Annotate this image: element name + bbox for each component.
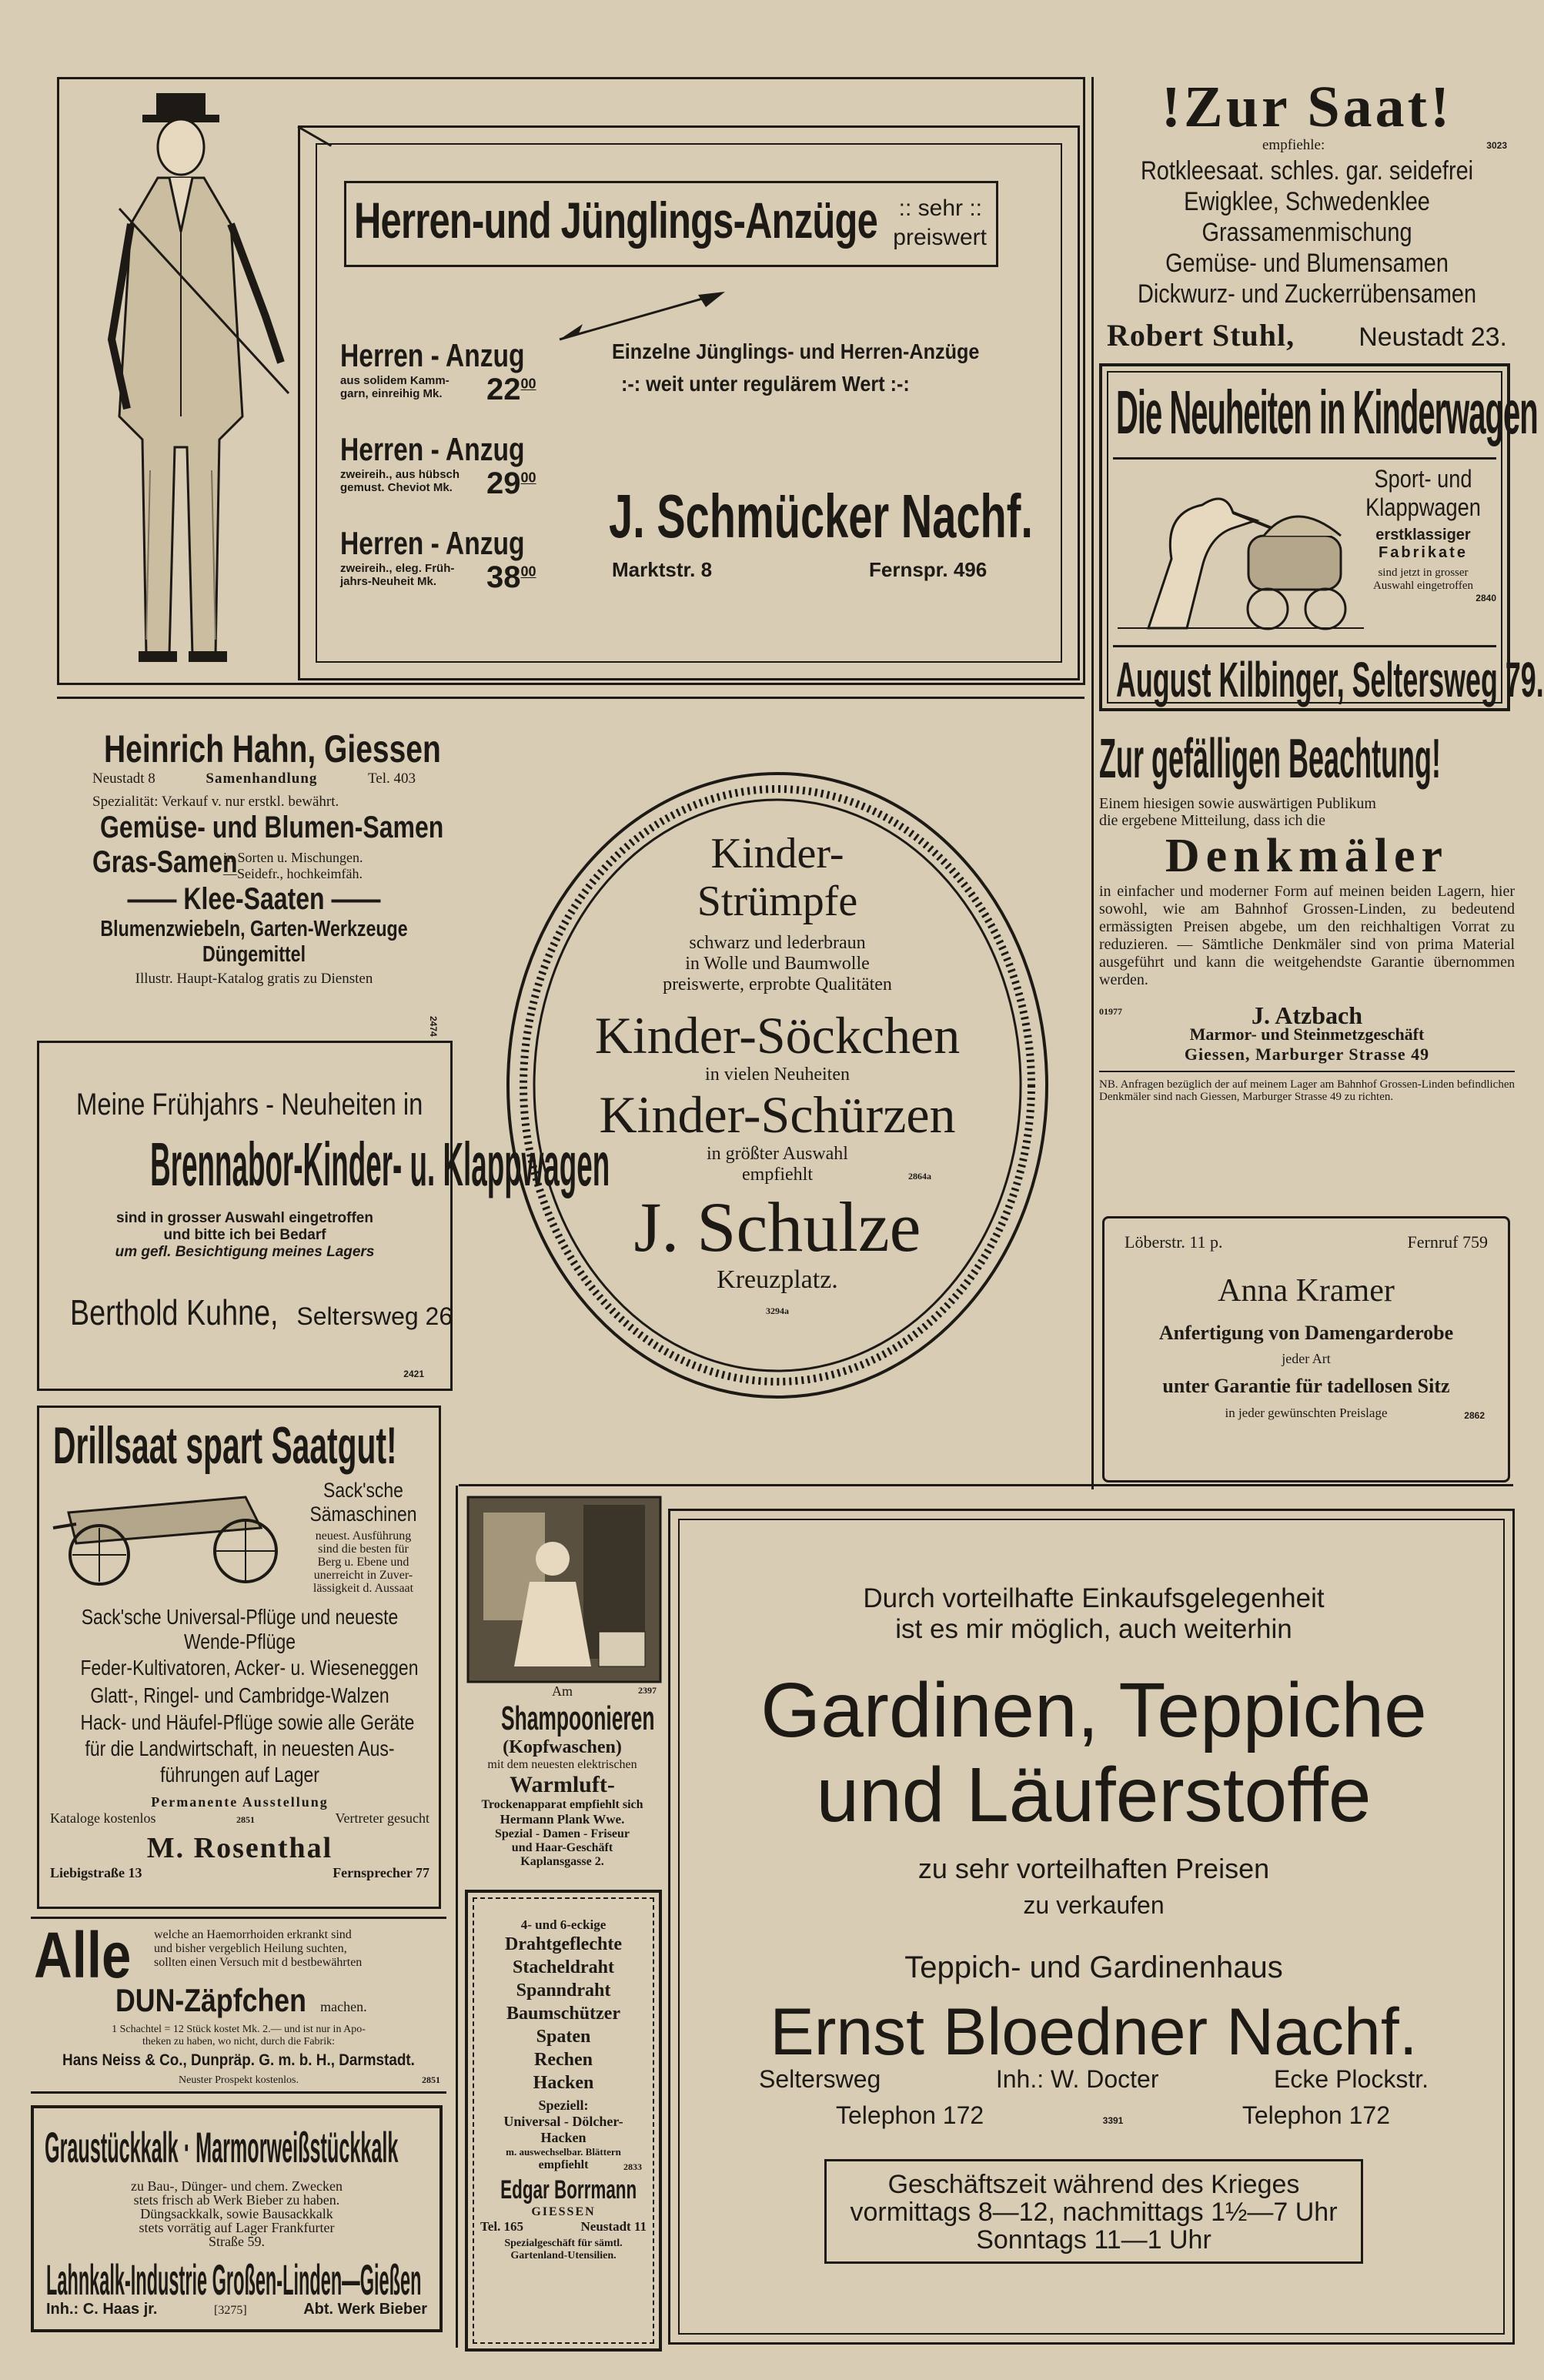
bormann-city: GIESSEN bbox=[531, 2205, 596, 2218]
haas-ad bbox=[31, 2105, 443, 2332]
kuhne-l2: Brennabor-Kinder- u. Klappwagen bbox=[150, 1130, 610, 1198]
kuhne-l5: um gefl. Besichtigung meines Lagers bbox=[115, 1244, 375, 1260]
hahn-tel: Tel. 403 bbox=[368, 770, 416, 787]
dun-s1: welche an Haemorrhoiden erkrankt sind bbox=[154, 1928, 352, 1941]
herren-items bbox=[340, 337, 587, 619]
hahn-address: Neustadt 8 bbox=[92, 770, 155, 787]
atzbach-big: Denkmäler bbox=[1165, 830, 1449, 882]
herren-item-desc: jahrs-Neuheit Mk. bbox=[340, 575, 437, 588]
haas-title: Graustückkalk · Marmorweißstückkalk bbox=[45, 2123, 399, 2171]
zur-saat-ad bbox=[1101, 77, 1513, 354]
dun-ad bbox=[31, 1917, 446, 2094]
hahn-code: 2474 bbox=[428, 1016, 439, 1037]
plank-l6: und Haar-Geschäft bbox=[511, 1841, 613, 1854]
herren-item-price: 38 bbox=[486, 560, 521, 594]
herren-item bbox=[340, 431, 587, 525]
bormann-l1: 4- und 6-eckige bbox=[520, 1917, 607, 1932]
saat-line: Gemüse- und Blumensamen bbox=[1165, 249, 1449, 278]
vertical-rule bbox=[456, 1486, 458, 2348]
kinderwagen-l6: Auswahl eingetroffen bbox=[1372, 580, 1474, 592]
hahn-catalog: Illustr. Haupt-Katalog gratis zu Diensten bbox=[135, 971, 373, 987]
kuhne-l1: Meine Frühjahrs - Neuheiten in bbox=[76, 1088, 423, 1121]
atzbach-title: Zur gefälligen Beachtung! bbox=[1099, 728, 1442, 790]
herren-item-desc: gemust. Cheviot Mk. bbox=[340, 481, 453, 494]
rosenthal-d4: unerreicht in Zuver- bbox=[313, 1569, 413, 1582]
kinderwagen-l4: Fabrikate bbox=[1379, 544, 1468, 561]
rosenthal-code: 2851 bbox=[236, 1814, 256, 1825]
herren-item-title: Herren - Anzug bbox=[340, 431, 525, 467]
dun-code: 2851 bbox=[422, 2074, 440, 2085]
plank-l7: Kaplansgasse 2. bbox=[520, 1855, 604, 1868]
schulze-code1: 2864a bbox=[908, 1171, 931, 1182]
rosenthal-catalog: Kataloge kostenlos bbox=[50, 1810, 156, 1826]
hahn-trade: Samenhandlung bbox=[206, 770, 318, 787]
bormann-l4: Spanndraht bbox=[516, 1981, 611, 2001]
saat-line: Rotkleesaat. schles. gar. seidefrei bbox=[1140, 156, 1474, 186]
bormann-ad bbox=[465, 1890, 662, 2352]
kramer-code: 2862 bbox=[1464, 1410, 1485, 1421]
bloedner-hours3: Sonntags 11—1 Uhr bbox=[976, 2225, 1211, 2255]
herren-item-title: Herren - Anzug bbox=[340, 525, 525, 561]
bormann-l7: Rechen bbox=[534, 2050, 593, 2070]
herren-tag2: preiswert bbox=[893, 225, 987, 250]
schulze-place: Kreuzplatz. bbox=[717, 1265, 838, 1294]
rosenthal-agents: Vertreter gesucht bbox=[335, 1810, 429, 1826]
rosenthal-l4: Glatt-, Ringel- und Cambridge-Walzen bbox=[90, 1683, 389, 1707]
hahn-l1: Gemüse- und Blumen-Samen bbox=[100, 811, 444, 844]
schulze-l2: Strümpfe bbox=[697, 877, 858, 925]
bormann-l13: Spezialgeschäft für sämtl. bbox=[504, 2238, 623, 2249]
plank-sub: (Kopfwaschen) bbox=[503, 1737, 622, 1757]
kuhne-ad bbox=[37, 1041, 610, 1391]
bormann-tel: Tel. 165 bbox=[480, 2219, 524, 2234]
dun-s2: und bisher vergeblich Heilung suchten, bbox=[154, 1942, 347, 1955]
bloedner-hours2: vormittags 8—12, nachmittags 1½—7 Uhr bbox=[850, 2198, 1338, 2227]
bloedner-h2: und Läuferstoffe bbox=[816, 1752, 1372, 1838]
hahn-klee: —— Klee-Saaten —— bbox=[127, 882, 381, 916]
bormann-l14: Gartenland-Utensilien. bbox=[510, 2250, 617, 2261]
herren-item bbox=[340, 337, 587, 431]
bormann-l8: Hacken bbox=[533, 2073, 594, 2093]
schulze-l10: empfiehlt bbox=[742, 1165, 813, 1185]
schulze-l7: in vielen Neuheiten bbox=[705, 1065, 850, 1085]
rosenthal-exhibit: Permanente Ausstellung bbox=[151, 1794, 329, 1810]
herren-item-price: 22 bbox=[486, 373, 521, 406]
hahn-gras: Gras-Samen bbox=[92, 845, 238, 879]
bormann-l6: Spaten bbox=[536, 2027, 591, 2047]
rosenthal-address: Liebigstraße 13 bbox=[50, 1865, 142, 1880]
kinderwagen-ad bbox=[1099, 363, 1544, 711]
kramer-address: Löberstr. 11 p. bbox=[1125, 1232, 1223, 1252]
herren-item-cents: 00 bbox=[520, 470, 536, 486]
kuhne-l4: und bitte ich bei Bedarf bbox=[163, 1227, 326, 1243]
herren-item-title: Herren - Anzug bbox=[340, 337, 525, 373]
rosenthal-l7: führungen auf Lager bbox=[160, 1763, 319, 1787]
dun-prospekt: Neuster Prospekt kostenlos. bbox=[179, 2074, 299, 2086]
kramer-l3: unter Garantie für tadellosen Sitz bbox=[1162, 1375, 1450, 1397]
herren-item-cents: 00 bbox=[520, 376, 536, 392]
schulze-l8: Kinder-Schürzen bbox=[599, 1085, 956, 1144]
hahn-ad bbox=[62, 727, 446, 1012]
herren-headline: Herren-und Jünglings-Anzüge bbox=[354, 192, 878, 249]
hahn-l4: Düngemittel bbox=[202, 942, 306, 967]
rosenthal-h1: Sack'sche bbox=[323, 1479, 403, 1502]
seed-drill-illustration bbox=[53, 1482, 284, 1589]
bloedner-l2: ist es mir möglich, auch weiterhin bbox=[895, 1614, 1292, 1644]
vertical-rule bbox=[1091, 77, 1094, 1489]
rosenthal-d1: neuest. Ausführung bbox=[315, 1529, 412, 1543]
rosenthal-d5: lässigkeit d. Aussaat bbox=[312, 1582, 414, 1595]
schulze-l5: preiswerte, erprobte Qualitäten bbox=[663, 974, 892, 994]
plank-am: Am bbox=[552, 1683, 573, 1699]
atzbach-body: in einfacher und moderner Form auf meinen beiden Lagern, hier sowohl, wie am Bahnhof Grossen-Linden, zu bedeutend ermässigten Preisen abgebe, um den reichhaltigen Vorrat zu reduzieren. — Sämtliche Denkmäler sind von prima Material ausgeführt und kann die weitgehendste Garantie übernommen werden. bbox=[1099, 883, 1515, 988]
schulze-ad bbox=[500, 770, 1054, 1401]
plank-l2: Warmluft- bbox=[510, 1772, 615, 1797]
rosenthal-l5: Hack- und Häufel-Pflüge sowie alle Geräte bbox=[80, 1710, 415, 1734]
bloedner-hours1: Geschäftszeit während des Krieges bbox=[887, 2170, 1300, 2199]
bloedner-phone1: Telephon 172 bbox=[836, 2101, 984, 2129]
dun-p2: theken zu haben, wo nicht, durch die Fabrik: bbox=[142, 2036, 335, 2047]
schulze-firm: J. Schulze bbox=[633, 1188, 921, 1266]
kinderwagen-firm: August Kilbinger, Seltersweg 79. bbox=[1116, 652, 1544, 707]
bormann-l2: Drahtgeflechte bbox=[505, 1934, 622, 1954]
atzbach-ad bbox=[1099, 727, 1515, 1205]
rosenthal-h2: Sämaschinen bbox=[309, 1503, 417, 1526]
atzbach-trade: Marmor- und Steinmetzgeschäft bbox=[1189, 1025, 1425, 1044]
plank-l4: Hermann Plank Wwe. bbox=[500, 1812, 625, 1827]
rosenthal-l3: Feder-Kultivatoren, Acker- u. Wieseneggen bbox=[80, 1656, 419, 1680]
saat-line: Dickwurz- und Zuckerrübensamen bbox=[1137, 279, 1477, 309]
kinderwagen-code: 2840 bbox=[1475, 593, 1496, 603]
hahn-gras-a: in Sorten u. Mischungen. bbox=[223, 850, 363, 865]
hahn-firm: Heinrich Hahn, Giessen bbox=[104, 727, 441, 770]
kinderwagen-title: Die Neuheiten in Kinderwagen bbox=[1116, 378, 1538, 446]
rosenthal-phone: Fernsprecher 77 bbox=[333, 1865, 429, 1880]
kinderwagen-l1: Sport- und bbox=[1374, 465, 1472, 493]
haas-l5: Straße 59. bbox=[209, 2234, 265, 2249]
bloedner-corner: Ecke Plockstr. bbox=[1274, 2065, 1429, 2093]
atzbach-l2: die ergebene Mitteilung, dass ich die bbox=[1099, 812, 1325, 829]
bormann-l12: empfiehlt bbox=[538, 2158, 589, 2171]
kinderwagen-l5: sind jetzt in grosser bbox=[1378, 567, 1469, 579]
plank-l1: mit dem neuesten elektrischen bbox=[487, 1758, 637, 1771]
schulze-l1: Kinder- bbox=[710, 830, 844, 877]
haas-firm: Lahnkalk-Industrie Großen-Linden—Gießen bbox=[46, 2255, 422, 2304]
bormann-firm: Edgar Borrmann bbox=[500, 2175, 637, 2205]
rosenthal-d2: sind die besten für bbox=[318, 1543, 409, 1556]
atzbach-firm: J. Atzbach bbox=[1252, 1001, 1362, 1029]
bormann-l10: Hacken bbox=[540, 2130, 587, 2145]
herren-item-price: 29 bbox=[486, 466, 521, 500]
dun-big: Alle bbox=[34, 1919, 132, 1991]
herren-anzuege-ad bbox=[57, 77, 1085, 685]
hairdresser-illustration bbox=[468, 1497, 660, 1682]
haas-owner: Inh.: C. Haas jr. bbox=[46, 2301, 158, 2318]
hahn-special: Spezialität: Verkauf v. nur erstkl. bewährt. bbox=[92, 794, 339, 810]
plank-code: 2397 bbox=[638, 1685, 657, 1696]
bloedner-house: Teppich- und Gardinenhaus bbox=[904, 1950, 1283, 1984]
bloedner-firm: Ernst Bloedner Nachf. bbox=[770, 1995, 1418, 2069]
kramer-l1: Anfertigung von Damengarderobe bbox=[1158, 1322, 1454, 1344]
stork-pram-illustration bbox=[1118, 466, 1364, 636]
rosenthal-firm: M. Rosenthal bbox=[146, 1832, 333, 1864]
kramer-firm: Anna Kramer bbox=[1218, 1273, 1395, 1309]
herren-item-desc: zweireih., eleg. Früh- bbox=[340, 562, 455, 575]
haas-l2: stets frisch ab Werk Bieber zu haben. bbox=[133, 2192, 340, 2208]
plank-ad bbox=[460, 1497, 664, 1870]
plank-l5: Spezial - Damen - Friseur bbox=[494, 1827, 630, 1840]
bormann-l9: Universal - Dölcher- bbox=[503, 2114, 623, 2129]
dun-p1: 1 Schachtel = 12 Stück kostet Mk. 2.— und ist nur in Apo- bbox=[112, 2024, 366, 2035]
schulze-l4: in Wolle und Baumwolle bbox=[685, 954, 870, 974]
bloedner-ad bbox=[668, 1509, 1515, 2345]
hahn-l3: Blumenzwiebeln, Garten-Werkzeuge bbox=[100, 917, 408, 941]
herren-single-2: :-: weit unter regulärem Wert :-: bbox=[621, 372, 910, 396]
horizontal-rule bbox=[459, 1484, 1513, 1486]
rosenthal-title: Drillsaat spart Saatgut! bbox=[53, 1416, 397, 1475]
bloedner-h1: Gardinen, Teppiche bbox=[760, 1667, 1427, 1753]
dun-make: machen. bbox=[320, 1999, 367, 2014]
saat-code: 3023 bbox=[1486, 140, 1507, 151]
rosenthal-ad bbox=[37, 1406, 441, 1909]
horizontal-rule bbox=[57, 697, 1084, 699]
bormann-code: 2833 bbox=[623, 2161, 642, 2172]
bormann-l5: Baumschützer bbox=[506, 2004, 620, 2024]
plank-title: Shampoonieren bbox=[501, 1700, 655, 1737]
dun-s3: sollten einen Versuch mit d bestbewährten bbox=[154, 1956, 363, 1969]
dun-firm: Hans Neiss & Co., Dunpräp. G. m. b. H., Darmstadt. bbox=[62, 2051, 415, 2069]
bloedner-hours-box bbox=[824, 2159, 1363, 2264]
kuhne-code: 2421 bbox=[403, 1369, 424, 1379]
herren-item-desc: garn, einreihig Mk. bbox=[340, 387, 443, 400]
haas-l1: zu Bau-, Dünger- und chem. Zwecken bbox=[130, 2178, 343, 2194]
haas-code: [3275] bbox=[214, 2304, 247, 2317]
atzbach-nb: NB. Anfragen bezüglich der auf meinem Lager am Bahnhof Grossen-Linden befindlichen Denkmäler sind nach Giessen, Marburger Strasse 49 zu richten. bbox=[1099, 1078, 1515, 1103]
atzbach-code: 01977 bbox=[1099, 1006, 1122, 1017]
rosenthal-l6: für die Landwirtschaft, in neuesten Aus- bbox=[85, 1737, 395, 1760]
herren-single-1: Einzelne Jünglings- und Herren-Anzüge bbox=[612, 339, 980, 363]
herren-item-cents: 00 bbox=[520, 563, 536, 580]
kramer-l4: in jeder gewünschten Preislage bbox=[1225, 1406, 1388, 1420]
bloedner-l4: zu verkaufen bbox=[1023, 1891, 1165, 1919]
schulze-code2: 3294a bbox=[766, 1305, 789, 1316]
dun-name: DUN-Zäpfchen bbox=[115, 1982, 306, 2018]
rosenthal-d3: Berg u. Ebene und bbox=[317, 1556, 409, 1569]
bloedner-street: Seltersweg bbox=[759, 2065, 881, 2093]
saat-title: !Zur Saat! bbox=[1161, 75, 1453, 139]
saat-line: Grassamenmischung bbox=[1201, 218, 1412, 247]
bloedner-l1: Durch vorteilhafte Einkaufsgelegenheit bbox=[863, 1583, 1325, 1613]
kramer-ad bbox=[1102, 1216, 1510, 1482]
herren-address: Marktstr. 8 bbox=[612, 558, 713, 581]
bloedner-l3: zu sehr vorteilhaften Preisen bbox=[917, 1853, 1270, 1884]
bloedner-owner: Inh.: W. Docter bbox=[995, 2065, 1159, 2093]
kuhne-firm: Berthold Kuhne, bbox=[70, 1292, 279, 1332]
herren-item bbox=[340, 525, 587, 619]
plank-l3: Trockenapparat empfiehlt sich bbox=[481, 1798, 643, 1811]
herren-firm: J. Schmücker Nachf. bbox=[609, 482, 1033, 550]
gentleman-illustration bbox=[65, 85, 296, 678]
saat-firm: Robert Stuhl, bbox=[1107, 318, 1295, 353]
herren-phone: Fernspr. 496 bbox=[869, 558, 988, 581]
haas-werk: Abt. Werk Bieber bbox=[303, 2301, 427, 2318]
kinderwagen-l3: erstklassiger bbox=[1375, 526, 1471, 543]
haas-l4: stets vorrätig auf Lager Frankfurter bbox=[139, 2220, 335, 2235]
kramer-l2: jeder Art bbox=[1282, 1351, 1331, 1366]
herren-item-desc: aus solidem Kamm- bbox=[340, 374, 449, 387]
kuhne-address: Seltersweg 26 bbox=[296, 1302, 453, 1330]
rosenthal-l2: Wende-Pflüge bbox=[183, 1630, 296, 1653]
herren-tag1: :: sehr :: bbox=[898, 196, 982, 221]
bormann-l11: m. auswechselbar. Blättern bbox=[506, 2146, 621, 2158]
bormann-spez: Speziell: bbox=[538, 2098, 589, 2113]
bloedner-phone2: Telephon 172 bbox=[1242, 2101, 1390, 2129]
saat-line: Ewigklee, Schwedenklee bbox=[1184, 187, 1430, 216]
bormann-l3: Stacheldraht bbox=[513, 1957, 614, 1977]
bormann-addr: Neustadt 11 bbox=[580, 2219, 647, 2234]
atzbach-address: Giessen, Marburger Strasse 49 bbox=[1184, 1045, 1430, 1064]
kuhne-l3: sind in grosser Auswahl eingetroffen bbox=[116, 1210, 373, 1226]
schulze-l9: in größter Auswahl bbox=[707, 1144, 848, 1164]
herren-item-desc: zweireih., aus hübsch bbox=[340, 468, 460, 481]
schulze-l6: Kinder-Söckchen bbox=[594, 1006, 961, 1065]
rosenthal-l1: Sack'sche Universal-Pflüge und neueste bbox=[81, 1605, 399, 1629]
kramer-phone: Fernruf 759 bbox=[1407, 1232, 1488, 1252]
bloedner-code: 3391 bbox=[1102, 2115, 1124, 2126]
saat-recommends: empfiehle: bbox=[1262, 137, 1325, 153]
haas-l3: Düngsackkalk, sowie Bausackkalk bbox=[140, 2206, 333, 2221]
kinderwagen-l2: Klappwagen bbox=[1365, 493, 1481, 521]
schulze-l3: schwarz und lederbraun bbox=[689, 933, 866, 953]
atzbach-l1: Einem hiesigen sowie auswärtigen Publikum bbox=[1099, 795, 1376, 812]
herren-headline-box bbox=[344, 181, 998, 267]
hahn-gras-b: —Seidefr., hochkeimfäh. bbox=[223, 866, 363, 881]
saat-address: Neustadt 23. bbox=[1359, 323, 1507, 352]
